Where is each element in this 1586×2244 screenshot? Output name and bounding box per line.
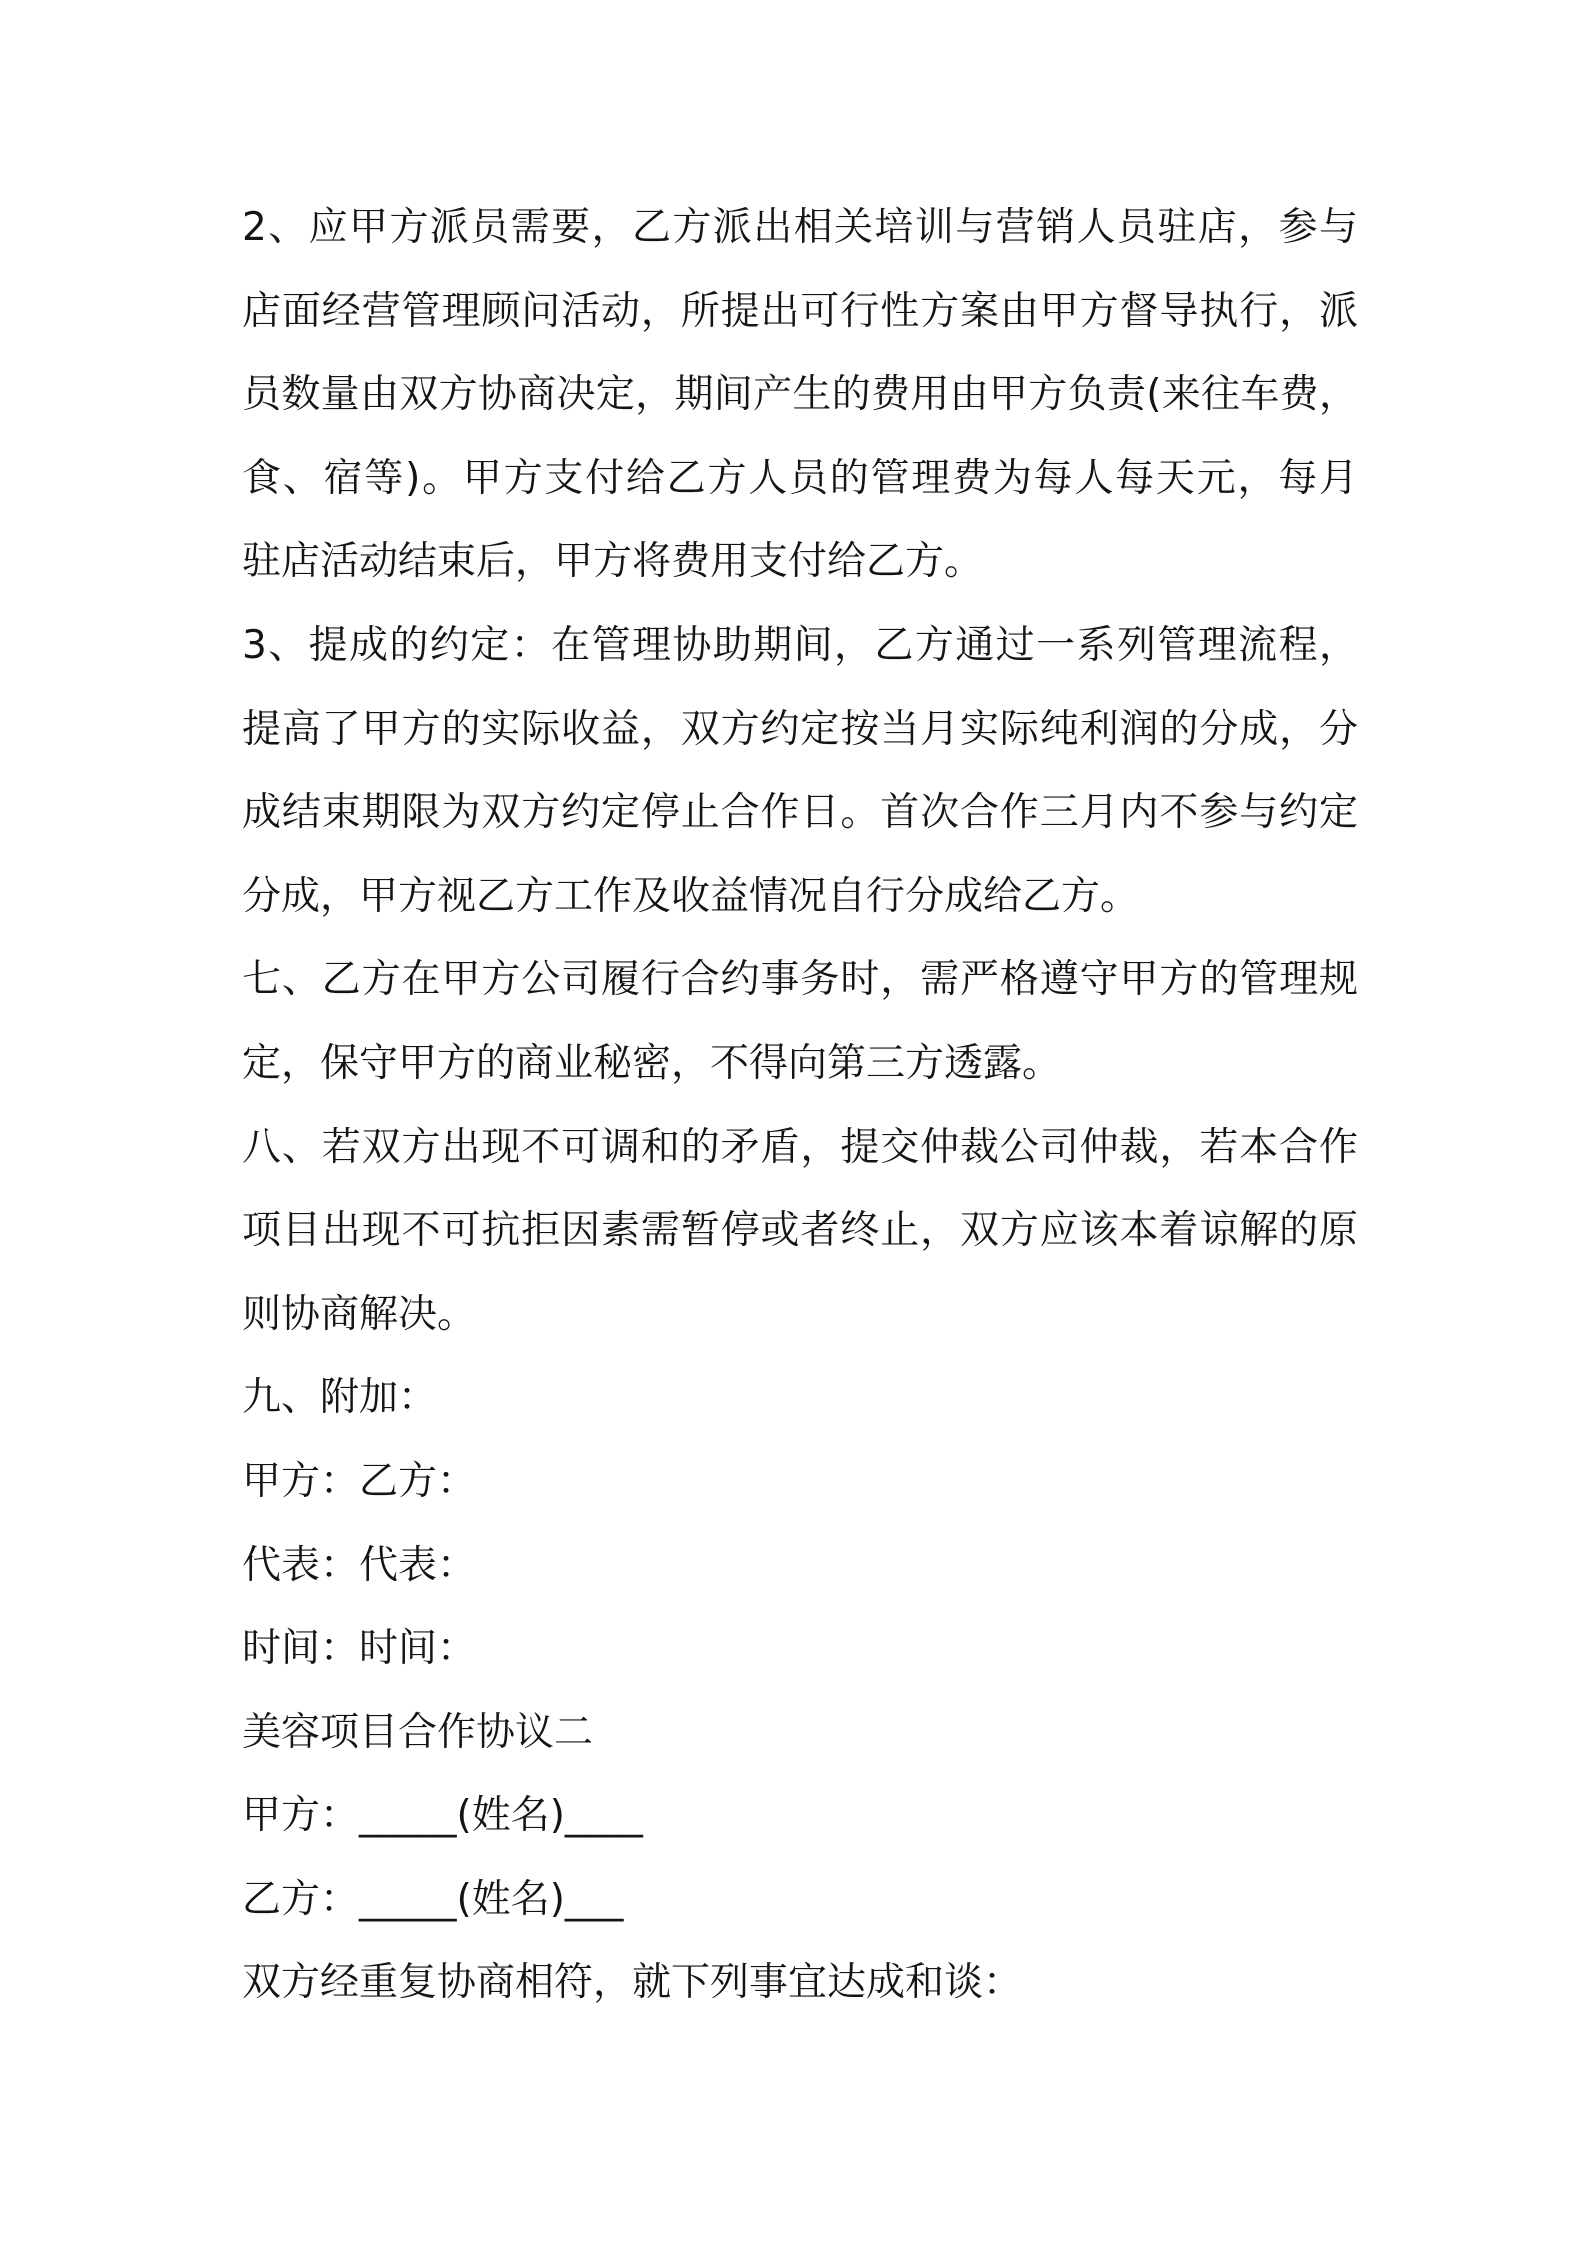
clause-9-heading: 九、附加： [242, 1375, 438, 1421]
clause-2 [242, 186, 1358, 604]
clause-3 [242, 604, 1358, 938]
signature-parties: 甲方：乙方： [242, 1458, 477, 1504]
document-page [242, 186, 1358, 2025]
clause-8-line: 八、若双方出现不可调和的矛盾，提交仲裁公司仲裁，若本合作 [242, 1124, 1358, 1170]
party-a-field: 甲方：_____(姓名)____ [242, 1793, 643, 1839]
clause-3-line: 3、提成的约定：在管理协助期间，乙方通过一系列管理流程， [242, 622, 1358, 668]
clause-7 [242, 938, 1358, 1105]
clause-8 [242, 1106, 1358, 1357]
clause-2-line: 员数量由双方协商决定，期间产生的费用由甲方负责(来往车费， [242, 372, 1358, 418]
clause-2-line: 2、应甲方派员需要，乙方派出相关培训与营销人员驻店，参与 [242, 205, 1358, 250]
agreement-two-intro: 双方经重复协商相符，就下列事宜达成和谈： [242, 1960, 1023, 2006]
party-b-field: 乙方：_____(姓名)___ [242, 1876, 624, 1922]
clause-3-line: 分成，甲方视乙方工作及收益情况自行分成给乙方。 [242, 873, 1140, 919]
clause-8-line: 则协商解决。 [242, 1291, 477, 1337]
agreement-two-title: 美容项目合作协议二 [242, 1709, 594, 1755]
clause-3-line: 提高了甲方的实际收益，双方约定按当月实际纯利润的分成，分 [242, 706, 1358, 752]
clause-8-line: 项目出现不可抗拒因素需暂停或者终止，双方应该本着谅解的原 [242, 1208, 1358, 1254]
clause-7-line: 七、乙方在甲方公司履行合约事务时，需严格遵守甲方的管理规 [242, 957, 1358, 1003]
signature-block [242, 1440, 1358, 1691]
clause-2-line: 驻店活动结束后，甲方将费用支付给乙方。 [242, 539, 984, 585]
clause-7-line: 定，保守甲方的商业秘密，不得向第三方透露。 [242, 1040, 1062, 1086]
clause-2-line: 店面经营管理顾问活动，所提出可行性方案由甲方督导执行，派 [242, 288, 1358, 334]
signature-representatives: 代表：代表： [242, 1542, 477, 1588]
clause-2-line: 食、宿等)。甲方支付给乙方人员的管理费为每人每天元，每月 [242, 455, 1358, 501]
agreement-two [242, 1691, 1358, 2025]
signature-dates: 时间：时间： [242, 1626, 477, 1672]
clause-3-line: 成结束期限为双方约定停止合作日。首次合作三月内不参与约定 [242, 790, 1358, 836]
